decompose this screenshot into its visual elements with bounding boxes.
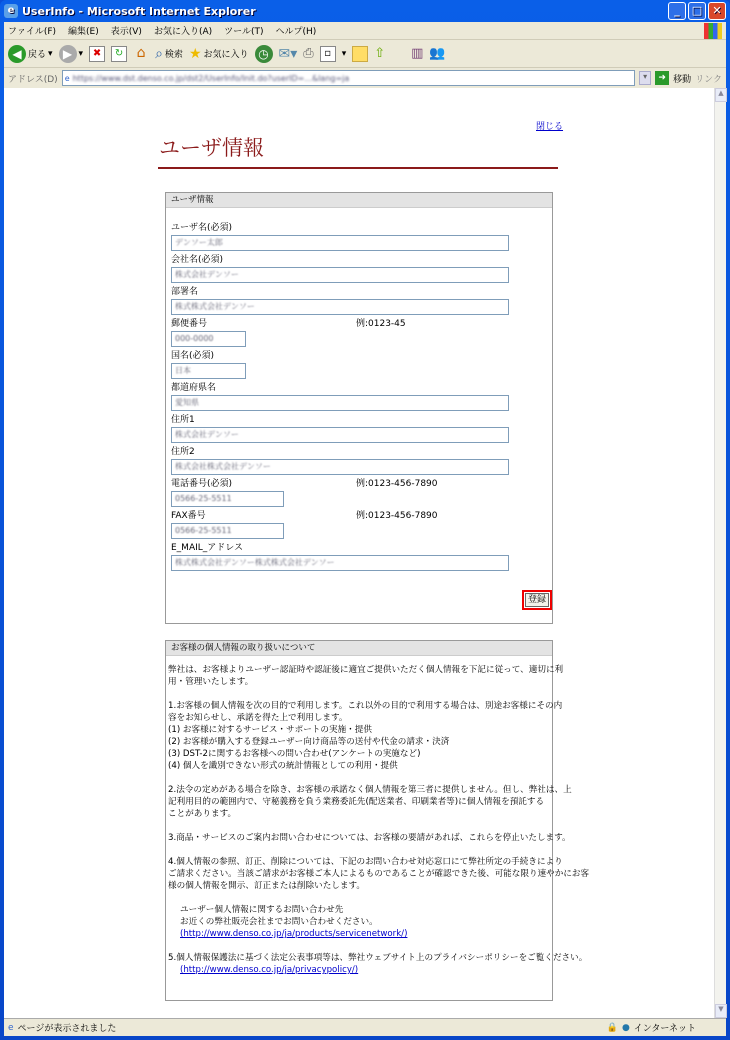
lock-icon: 🔒 [606,1022,618,1033]
register-button[interactable] [522,590,552,610]
links-button[interactable]: リンク [695,74,722,85]
forward-button[interactable]: ▶ ▾ [59,45,84,63]
field-value: 愛知県 [175,398,199,407]
form-field [171,317,552,349]
field-label: 郵便番号 [171,319,208,329]
field-input[interactable] [171,235,509,251]
register-label: 登録 [525,593,549,607]
search-icon: ⌕ [155,45,163,62]
title-divider [158,167,558,169]
field-value: 株式株式会社デンソー [175,302,255,311]
field-input[interactable] [171,555,509,571]
field-value: 日本 [175,366,191,375]
field-label: 住所2 [171,447,195,457]
favorites-label: お気に入り [203,50,249,60]
windows-logo-icon [704,23,722,39]
field-example: 例:0123-456-7890 [356,511,438,521]
print-icon[interactable]: ⎙ [303,46,314,61]
mail-icon[interactable]: ✉▾ [278,45,298,62]
form-header: ユーザ情報 [166,193,552,208]
text-line: 弊社は、お客様よりユーザー認証時や認証後に適宜ご提供いただく個人情報を下記に従って、適切に利 [168,665,564,675]
text-line: ことがあります。 [168,809,237,819]
text-line: (2) お客様が購入する登録ユーザー向け商品等の送付や代金の請求・決済 [168,737,450,747]
close-window-button[interactable]: ✕ [708,2,726,20]
zone-text: インターネット [633,1024,696,1034]
scroll-down-arrow[interactable]: ▼ [715,1004,727,1018]
note-icon[interactable] [352,46,368,62]
text-line: (4) 個人を識別できない形式の統計情報としての利用・提供 [168,761,398,771]
form-field [171,253,552,285]
menu-help[interactable]: ヘルプ(H) [275,27,317,37]
close-link[interactable]: 閉じる [536,122,564,132]
field-label: ユーザ名(必須) [171,223,233,233]
research-icon[interactable]: ▥ [411,46,424,61]
text-line: 2.法令の定めがある場合を除き、お客様の承諾なく個人情報を第三者に提供しません。但し、弊社は、上 [168,785,572,795]
privacy-policy-link[interactable]: (http://www.denso.co.jp/ja/privacypolicy/) [180,965,359,975]
text-line: ご請求ください。当該ご請求がお客様ご本人によるものであることが確認できた後、可能な限り速やかにお客 [168,869,590,879]
text-line: 3.商品・サービスのご案内お問い合わせについては、お客様の要請があれば、これらを停止いたします。 [168,833,571,843]
field-value: 000-0000 [175,334,214,343]
form-field [171,477,552,509]
field-input[interactable] [171,331,246,347]
address-url: https://www.dst.denso.co.jp/dst2/UserInfo/Init.do?userID=...&lang=ja [72,73,350,83]
history-icon[interactable]: ◷ [255,45,273,63]
star-icon: ★ [188,45,202,62]
form-field [171,349,552,381]
status-bar [4,1018,726,1036]
maximize-button[interactable]: □ [688,2,706,20]
vertical-scrollbar[interactable] [714,88,726,1018]
text-line: 4.個人情報の参照、訂正、削除については、下記のお問い合わせ対応窓口にて弊社所定の手続きにより [168,857,563,867]
field-value: 株式株式会社デンソー株式株式会社デンソー [175,558,335,567]
form-field [171,445,552,477]
field-example: 例:0123-456-7890 [356,479,438,489]
field-input[interactable] [171,395,509,411]
favorites-button[interactable] [189,46,249,62]
messenger-icon[interactable]: 👥 [429,46,446,61]
field-input[interactable] [171,299,509,315]
page-content [4,88,714,1018]
globe-icon: ● [621,1022,630,1033]
stop-icon[interactable]: ✖ [89,46,105,62]
menu-favorites[interactable]: お気に入り(A) [153,27,213,37]
address-input[interactable] [62,70,635,86]
back-label: 戻る [28,50,47,60]
privacy-paragraph [168,952,588,976]
field-input[interactable] [171,459,509,475]
field-value: デンソー太郎 [175,238,223,247]
back-button[interactable]: ◀ 戻る ▾ [8,45,53,63]
text-line: 様の個人情報を開示、訂正または削除いたします。 [168,881,365,891]
window-title: UserInfo - Microsoft Internet Explorer [22,4,256,18]
text-line: 5.個人情報保護法に基づく法定公表事項等は、弊社ウェブサイト上のプライバシーポリシーをご覧ください。 [168,953,588,963]
form-field [171,413,552,445]
address-dropdown[interactable]: ▾ [639,71,651,85]
field-value: 0566-25-5511 [175,526,232,535]
menu-edit[interactable]: 編集(E) [68,27,99,37]
menu-bar [4,22,726,40]
search-label: 検索 [164,50,183,60]
contact-info [168,904,550,940]
text-line: お近くの弊社販売会社までお問い合わせください。 [180,917,378,927]
privacy-header: お客様の個人情報の取り扱いについて [166,641,552,656]
menu-file[interactable]: ファイル(F) [8,27,57,37]
minimize-button[interactable]: _ [668,2,686,20]
field-value: 0566-25-5511 [175,494,232,503]
go-arrow-icon[interactable]: ➜ [655,71,669,85]
page-icon: e [64,73,70,83]
field-label: FAX番号 [171,511,206,521]
scroll-up-arrow[interactable]: ▲ [715,88,727,102]
field-example: 例:0123-45 [356,319,406,329]
privacy-paragraph [168,700,563,772]
toolbar: ◀ 戻る ▾ ▶ ▾ ✖ ↻ ⌂ ⌕ 検索 ★ お気に入り ◷ ✉▾ ⎙ ▫ ▾ ⇧ ▥ 👥 [4,40,726,68]
text-line: 容をお知らせし、承諾を得た上で利用します。 [168,713,348,723]
menu-view[interactable]: 表示(V) [110,27,142,37]
privacy-paragraph [168,832,571,844]
forward-arrow-icon: ▶ [59,45,77,63]
privacy-paragraph [168,664,564,688]
field-label: 国名(必須) [171,351,215,361]
field-input[interactable] [171,491,284,507]
ie-icon: e [4,4,18,18]
privacy-text [166,656,590,976]
field-input[interactable] [171,427,509,443]
search-button[interactable] [155,46,183,62]
privacy-policy-box [165,640,590,1001]
field-value: 株式会社株式会社デンソー [175,462,271,471]
menu-tools[interactable]: ツール(T) [224,27,264,37]
text-line: 用・管理いたします。 [168,677,254,687]
go-button[interactable]: 移動 [673,74,692,85]
field-label: 電話番号(必須) [171,479,233,489]
servicenetwork-link[interactable]: (http://www.denso.co.jp/ja/products/servicenetwork/) [180,929,408,939]
page-icon: e [8,1022,14,1033]
user-info-form [165,192,553,624]
home-icon[interactable]: ⌂ [136,44,146,61]
field-label: 住所1 [171,415,195,425]
field-input[interactable] [171,363,246,379]
text-line: (1) お客様に対するサービス・サポートの実施・提供 [168,725,372,735]
field-label: 都道府県名 [171,383,217,393]
up-arrow-icon[interactable]: ⇧ [374,46,386,61]
refresh-icon[interactable]: ↻ [111,46,127,62]
privacy-paragraph [168,784,572,820]
form-field [171,509,552,541]
privacy-paragraph [168,856,590,892]
field-label: E_MAIL_アドレス [171,543,244,553]
back-arrow-icon: ◀ [8,45,26,63]
title-bar [0,0,730,22]
field-label: 部署名 [171,287,199,297]
text-line: 記利用目的の範囲内で、守秘義務を負う業務委託先(配送業者、印刷業者等)に個人情報を預託する [168,797,545,807]
field-input[interactable] [171,523,284,539]
text-line: 1.お客様の個人情報を次の目的で利用します。これ以外の目的で利用する場合は、別途お客様にその内 [168,701,563,711]
page-title: ユーザ情報 [159,136,264,160]
status-text: ページが表示されました [17,1024,117,1034]
edit-icon[interactable]: ▫ [320,46,336,62]
field-input[interactable] [171,267,509,283]
field-value: 株式会社デンソー [175,270,239,279]
address-bar [4,68,726,88]
text-line: (3) DST-2に関するお客様への問い合わせ(アンケートの実施など) [168,749,421,759]
field-label: 会社名(必須) [171,255,224,265]
form-field [171,221,552,253]
address-label: アドレス(D) [8,74,58,85]
field-value: 株式会社デンソー [175,430,239,439]
text-line: ユーザー個人情報に関するお問い合わせ先 [180,905,344,915]
form-field [171,285,552,317]
form-field [171,381,552,413]
form-field [171,541,552,573]
